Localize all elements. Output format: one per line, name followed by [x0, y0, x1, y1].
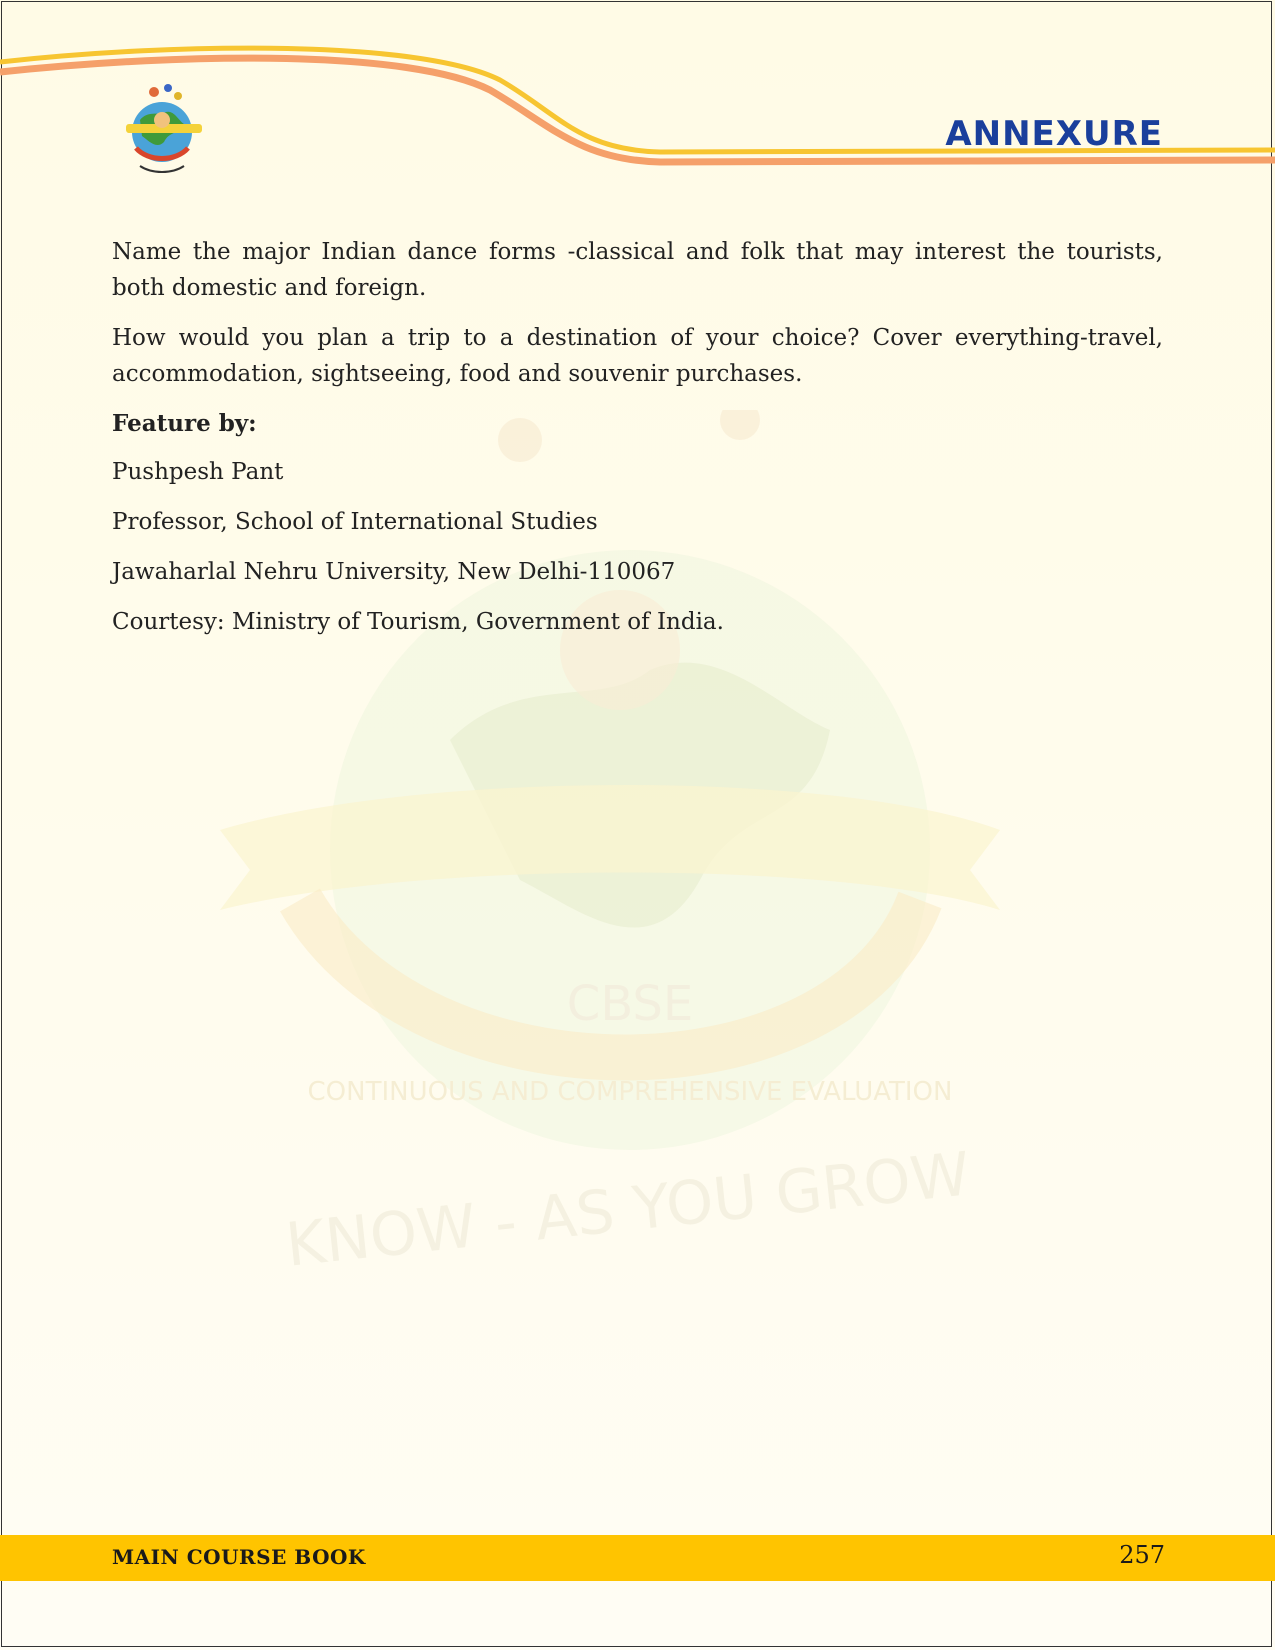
author-affiliation: Jawaharlal Nehru University, New Delhi-110067	[112, 559, 676, 585]
author-name: Pushpesh Pant	[112, 459, 284, 485]
watermark-center-text: CBSE	[566, 976, 694, 1032]
author-title: Professor, School of International Studies	[112, 509, 598, 535]
annexure-content	[112, 234, 1163, 654]
watermark-bottom-text: KNOW - AS YOU GROW	[282, 1139, 974, 1281]
feature-heading: Feature by:	[112, 410, 257, 437]
question-paragraph: Name the major Indian dance forms -classical and folk that may interest the tourists, both domestic and foreign.	[112, 239, 1163, 301]
question-paragraph: How would you plan a trip to a destination of your choice? Cover everything-travel, accommodation, sightseeing, food and souvenir purchases.	[112, 325, 1163, 387]
watermark-arc-text: CONTINUOUS AND COMPREHENSIVE EVALUATION	[307, 1077, 953, 1107]
courtesy-line: Courtesy: Ministry of Tourism, Government of India.	[112, 609, 724, 635]
footer-book-title: MAIN COURSE BOOK	[112, 1545, 366, 1569]
cbse-cce-logo-icon	[118, 80, 210, 178]
section-title: ANNEXURE	[945, 114, 1163, 154]
page-number: 257	[1119, 1541, 1165, 1569]
